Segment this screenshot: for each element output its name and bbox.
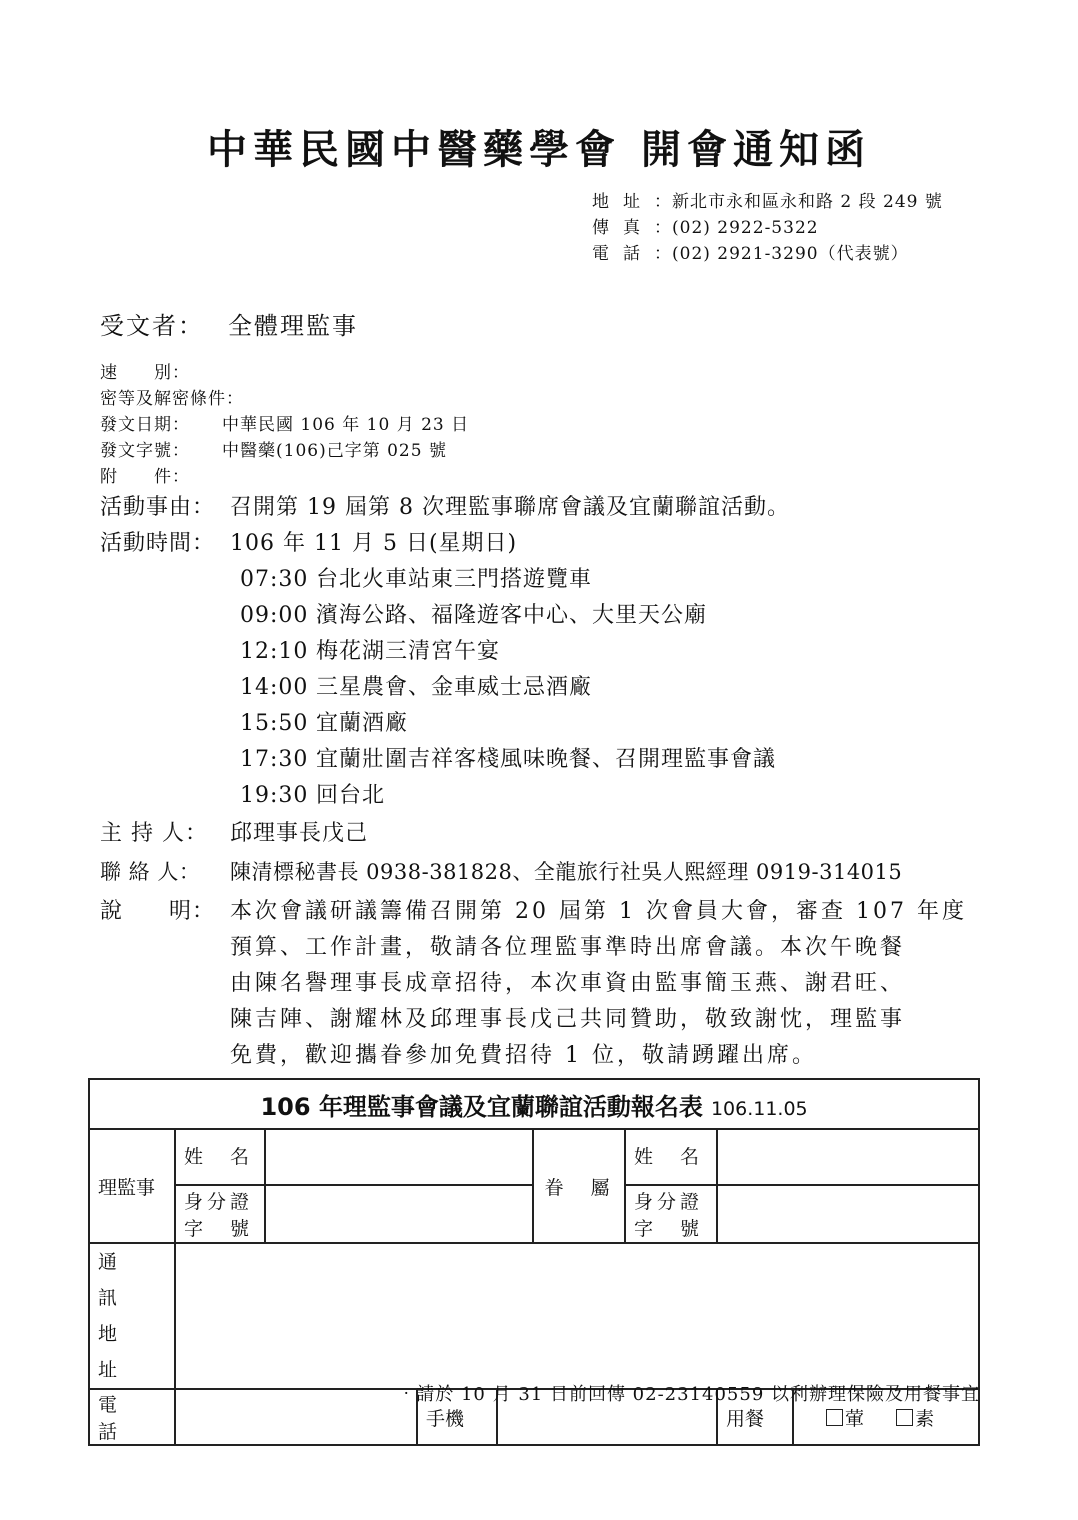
schedule-item: 07:30 台北火車站東三門搭遊覽車 (240, 567, 593, 592)
mobile-label: 手機 (417, 1389, 497, 1445)
phone-label: 電話 (592, 244, 654, 264)
meal-label: 用餐 (717, 1389, 793, 1445)
schedule-item: 12:10 梅花湖三清宮午宴 (240, 639, 501, 664)
schedule-item: 19:30 回台北 (240, 783, 386, 808)
recipient-label: 受文者： (100, 312, 204, 340)
phone-value: ：(02) 2921-3290（代表號） (654, 244, 909, 264)
meta-row: 發文日期： 中華民國 106 年 10 月 23 日 (100, 415, 470, 435)
fax-label: 傳真 (592, 218, 654, 238)
meta-row: 附 件： (100, 467, 190, 487)
activity-time: 活動時間： 106 年 11 月 5 日(星期日) (100, 531, 518, 556)
fax-line (592, 213, 819, 238)
phone-label-cell: 電 話 (89, 1389, 175, 1445)
note-line: 預算、工作計畫，敬請各位理監事準時出席會議。本次午晚餐 (230, 935, 906, 960)
family-id-label: 身分證 字 號 (625, 1185, 717, 1243)
family-name-field[interactable] (717, 1129, 979, 1185)
member-id-label: 身分證 字 號 (175, 1185, 265, 1243)
recipient (100, 306, 358, 341)
fax-value: ：(02) 2922-5322 (654, 218, 819, 238)
address-line (592, 187, 943, 212)
meat-checkbox[interactable] (826, 1409, 843, 1426)
host-line: 主 持 人： 邱理事長戊己 (100, 821, 369, 846)
page-title: 中華民國中醫藥學會 開會通知函 (207, 126, 871, 173)
liaison-line: 聯 絡 人： 陳清標秘書長 0938-381828、全龍旅行社吳人熙經理 0919-314015 (100, 860, 903, 884)
family-id-field[interactable] (717, 1185, 979, 1243)
mailing-address-field[interactable] (175, 1243, 979, 1389)
schedule-item: 14:00 三星農會、金車威士忌酒廠 (240, 675, 593, 700)
schedule-item: 17:30 宜蘭壯圍吉祥客棧風味晚餐、召開理監事會議 (240, 747, 777, 772)
meta-row: 密等及解密條件： (100, 389, 244, 409)
name-label: 姓 名 (175, 1129, 265, 1185)
activity-subject: 活動事由： 召開第 19 屆第 8 次理監事聯席會議及宜蘭聯誼活動。 (100, 495, 790, 520)
meta-row: 速 別： (100, 363, 190, 383)
recipient-value: 全體理監事 (228, 312, 358, 340)
member-id-field[interactable] (265, 1185, 533, 1243)
phone-field[interactable] (175, 1389, 417, 1445)
schedule-item: 15:50 宜蘭酒廠 (240, 711, 409, 736)
family-name-label: 姓 名 (625, 1129, 717, 1185)
veg-checkbox[interactable] (896, 1409, 913, 1426)
note-line: 免費，歡迎攜眷參加免費招待 1 位，敬請踴躍出席。 (230, 1043, 817, 1068)
member-name-field[interactable] (265, 1129, 533, 1185)
address-value: ：新北市永和區永和路 2 段 249 號 (654, 192, 943, 212)
footer-note: ‧請於 10 月 31 日前回傳 02-23140559 以利辦理保險及用餐事宜 (397, 1384, 980, 1405)
form-title: 106 年理監事會議及宜蘭聯誼活動報名表 106.11.05 (89, 1079, 979, 1129)
meta-row: 發文字號： 中醫藥(106)己字第 025 號 (100, 441, 447, 461)
note-line: 由陳名譽理事長成章招待，本次車資由監事簡玉燕、謝君旺、 (230, 971, 906, 996)
phone-line (592, 239, 909, 264)
meat-option[interactable]: 葷 (826, 1408, 864, 1430)
member-label: 理監事 (89, 1129, 175, 1243)
schedule-item: 09:00 濱海公路、福隆遊客中心、大里天公廟 (240, 603, 708, 628)
address-label: 地址 (592, 192, 654, 212)
note-label: 說 明： (100, 899, 216, 924)
form-date: 106.11.05 (710, 1097, 808, 1120)
mailing-address-label: 通 訊 地 址 (89, 1243, 175, 1389)
veg-option[interactable]: 素 (896, 1408, 934, 1430)
family-label: 眷 屬 (533, 1129, 625, 1243)
note-line: 陳吉陣、謝耀林及邱理事長戊己共同贊助，敬致謝忱，理監事 (230, 1007, 906, 1032)
note-line: 本次會議研議籌備召開第 20 屆第 1 次會員大會，審查 107 年度 (230, 899, 967, 924)
